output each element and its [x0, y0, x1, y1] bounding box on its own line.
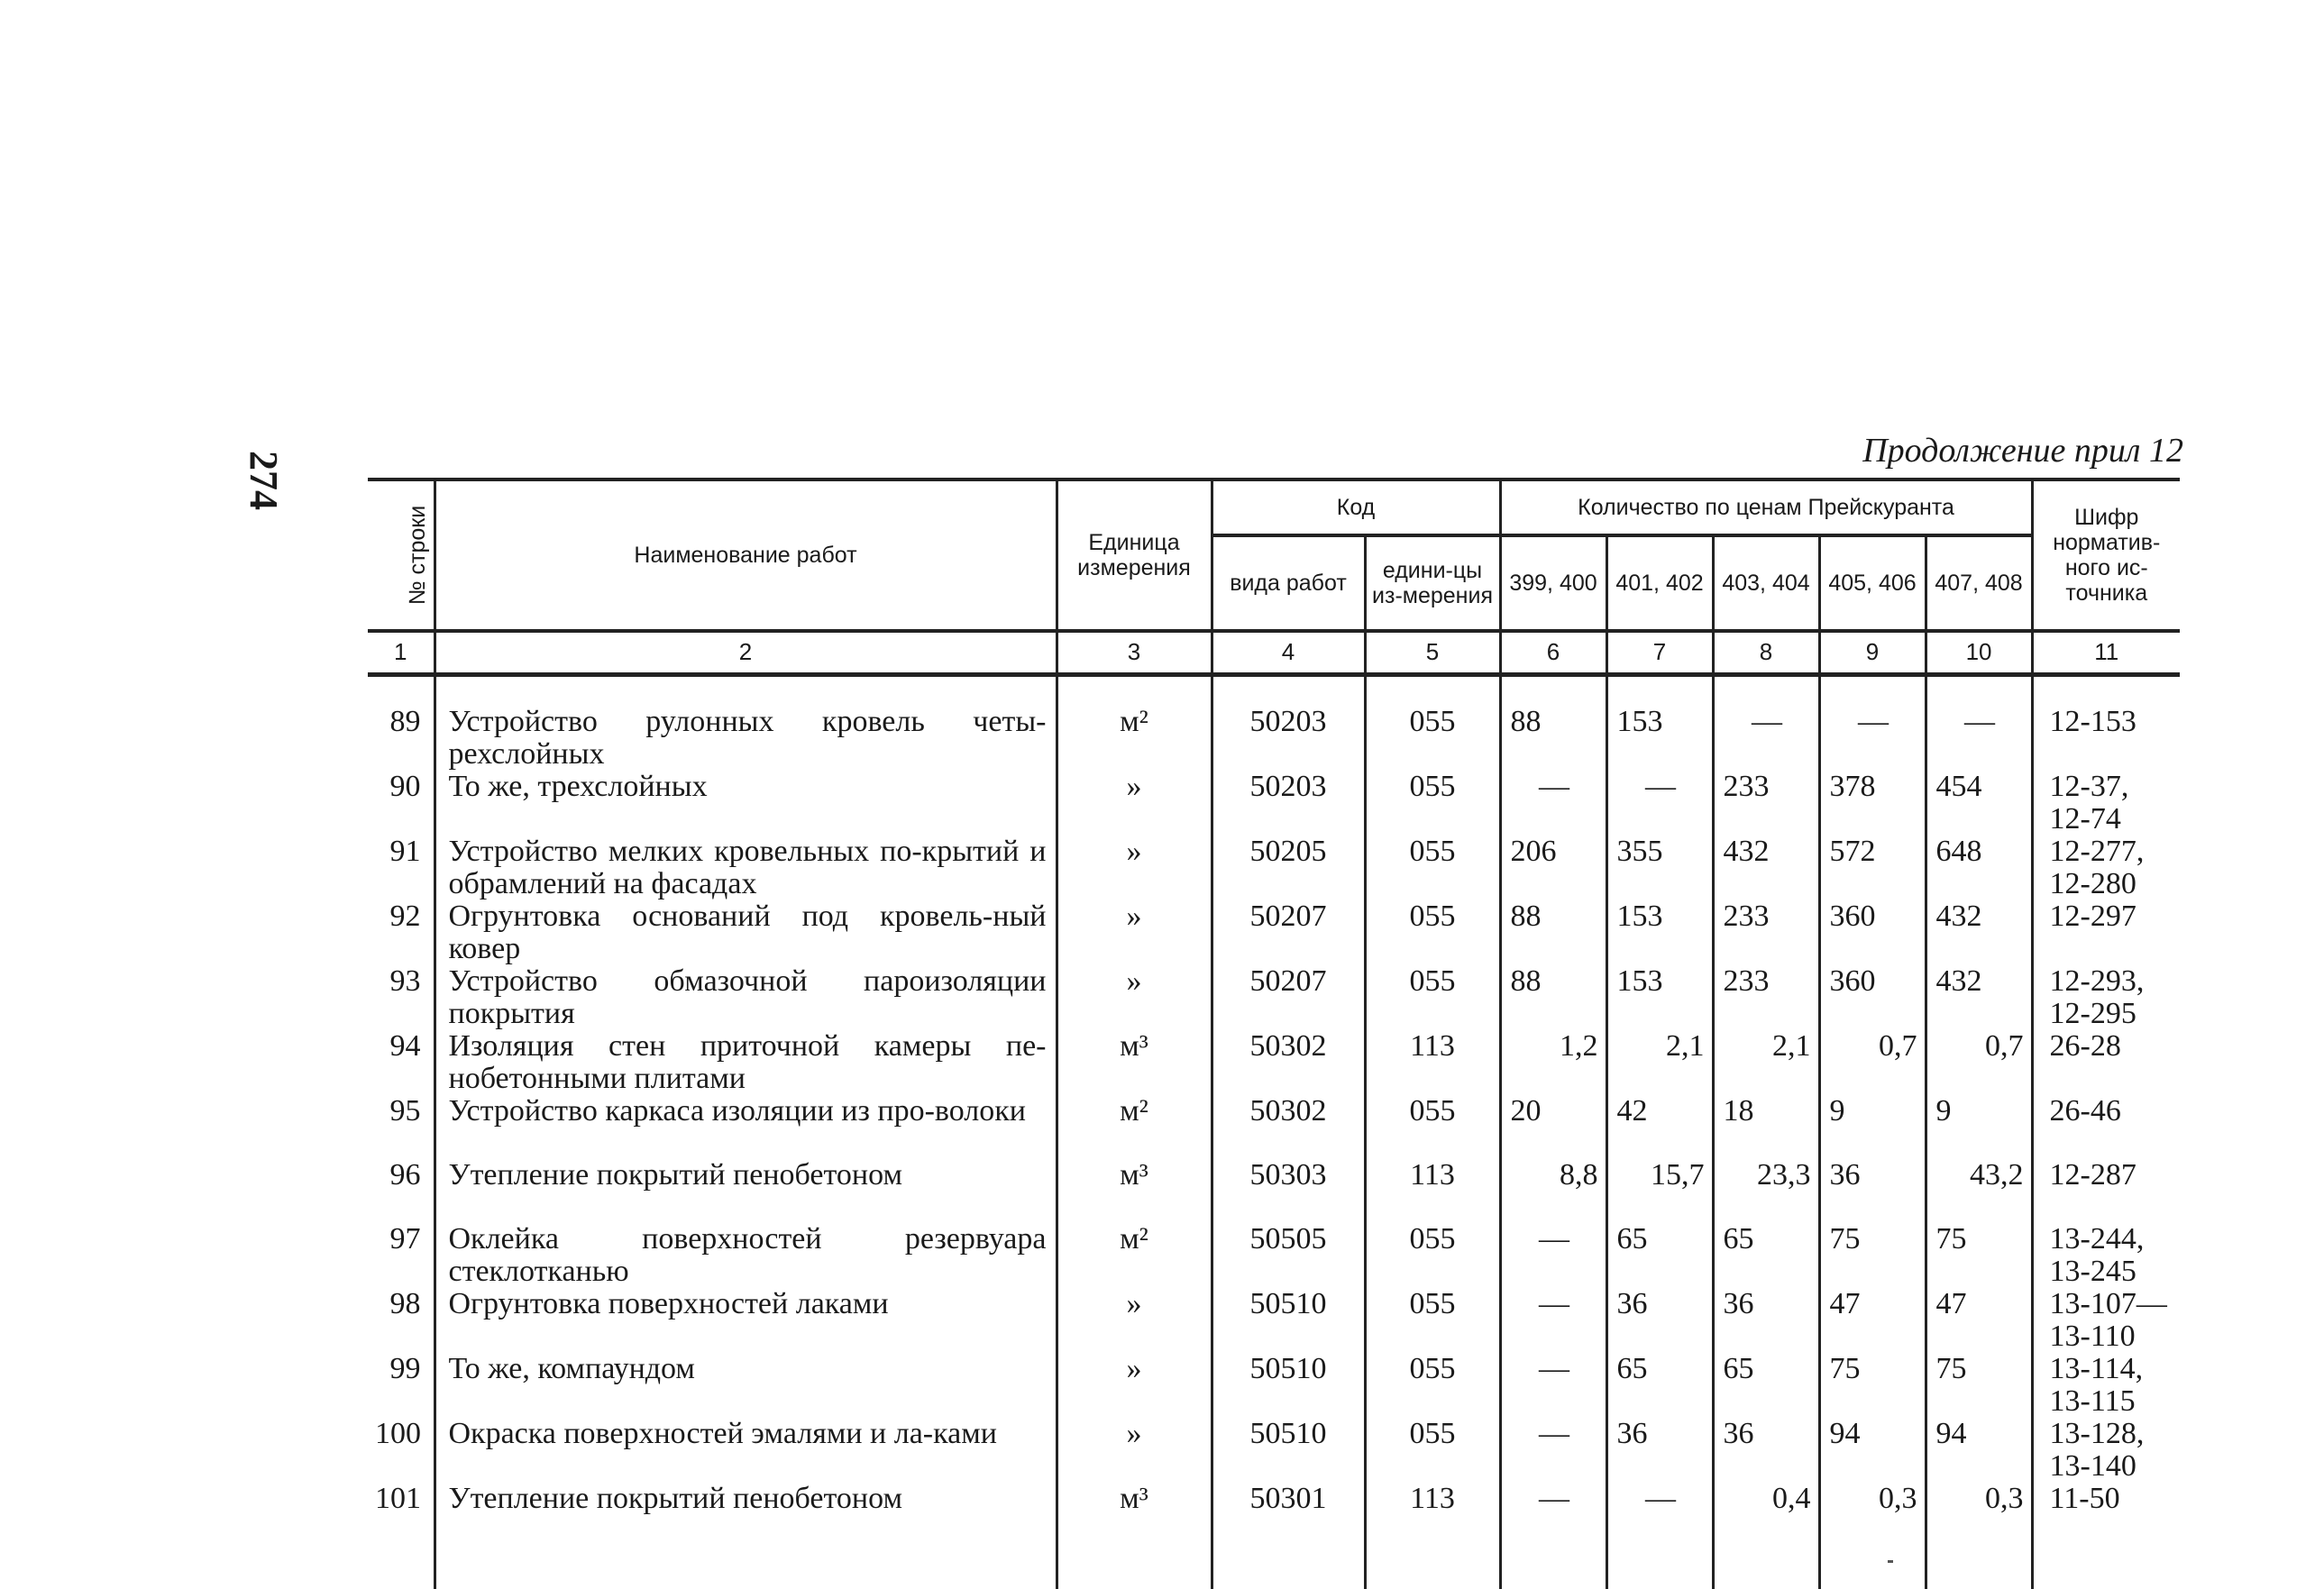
work-name: Изоляция стен приточной камеры пе-нобетонными плитами: [435, 1030, 1057, 1095]
work-code: 50302: [1212, 1030, 1365, 1095]
column-number: 11: [2032, 631, 2180, 675]
quantity-cell: —: [1713, 675, 1819, 772]
table-row: [368, 1288, 2180, 1353]
scan-speck: [1888, 1560, 1893, 1563]
column-number: 3: [1057, 631, 1212, 675]
column-number: 1: [368, 631, 435, 675]
work-name: Устройство мелких кровельных по-крытий и обрамлений на фасадах: [435, 836, 1057, 900]
table-row: [368, 900, 2180, 965]
unit: »: [1057, 836, 1212, 900]
continuation-label: Продолжение прил 12: [1862, 432, 2183, 470]
source-code: 13-114, 13-115: [2032, 1353, 2180, 1418]
quantity-cell: 0,7: [1926, 1030, 2032, 1095]
table-row: [368, 836, 2180, 900]
unit-code: 113: [1365, 1030, 1500, 1095]
quantity-cell: —: [1500, 1483, 1606, 1589]
quantity-cell: 88: [1500, 675, 1606, 772]
quantity-cell: 206: [1500, 836, 1606, 900]
header-code-unit: едини-цы из-мерения: [1365, 535, 1500, 631]
quantity-cell: 18: [1713, 1095, 1819, 1159]
unit-code: 055: [1365, 1353, 1500, 1418]
work-name: Окраска поверхностей эмалями и ла-ками: [435, 1418, 1057, 1483]
quantity-cell: 65: [1713, 1223, 1819, 1288]
quantity-cell: 0,3: [1819, 1483, 1926, 1589]
work-code: 50301: [1212, 1483, 1365, 1589]
quantity-cell: 36: [1713, 1418, 1819, 1483]
quantity-cell: 94: [1819, 1418, 1926, 1483]
quantity-cell: 454: [1926, 771, 2032, 836]
table-body: [368, 675, 2180, 1589]
quantity-cell: —: [1500, 1353, 1606, 1418]
work-name: Устройство рулонных кровель четы-рехслойных: [435, 675, 1057, 772]
row-number: 92: [368, 900, 435, 965]
row-number: 97: [368, 1223, 435, 1288]
source-code: 11-50: [2032, 1483, 2180, 1589]
source-code: 13-107— 13-110: [2032, 1288, 2180, 1353]
work-name: То же, компаундом: [435, 1353, 1057, 1418]
unit-code: 055: [1365, 771, 1500, 836]
quantity-cell: 153: [1606, 900, 1713, 965]
header-qty-405-406: 405, 406: [1819, 535, 1926, 631]
header-qty-403-404: 403, 404: [1713, 535, 1819, 631]
quantity-cell: 65: [1713, 1353, 1819, 1418]
works-table-container: [368, 478, 2180, 1589]
work-name: То же, трехслойных: [435, 771, 1057, 836]
quantity-cell: 572: [1819, 836, 1926, 900]
quantity-cell: —: [1500, 1288, 1606, 1353]
quantity-cell: 360: [1819, 965, 1926, 1030]
header-qty-399-400: 399, 400: [1500, 535, 1606, 631]
table-row: [368, 965, 2180, 1030]
quantity-cell: 47: [1926, 1288, 2032, 1353]
table-row: [368, 1483, 2180, 1589]
unit-code: 055: [1365, 1223, 1500, 1288]
quantity-cell: 23,3: [1713, 1159, 1819, 1223]
row-number: 101: [368, 1483, 435, 1589]
column-number: 7: [1606, 631, 1713, 675]
quantity-cell: 36: [1606, 1418, 1713, 1483]
work-code: 50510: [1212, 1353, 1365, 1418]
quantity-cell: 2,1: [1713, 1030, 1819, 1095]
work-name: Устройство каркаса изоляции из про-волоки: [435, 1095, 1057, 1159]
work-name: Огрунтовка оснований под кровель-ный ковер: [435, 900, 1057, 965]
unit: »: [1057, 965, 1212, 1030]
quantity-cell: —: [1606, 771, 1713, 836]
quantity-cell: 233: [1713, 965, 1819, 1030]
source-code: 13-244, 13-245: [2032, 1223, 2180, 1288]
quantity-cell: 75: [1926, 1223, 2032, 1288]
unit: м³: [1057, 1159, 1212, 1223]
column-number: 4: [1212, 631, 1365, 675]
quantity-cell: 88: [1500, 900, 1606, 965]
work-code: 50510: [1212, 1288, 1365, 1353]
source-code: 12-153: [2032, 675, 2180, 772]
unit-code: 055: [1365, 900, 1500, 965]
row-number: 98: [368, 1288, 435, 1353]
quantity-cell: —: [1606, 1483, 1713, 1589]
work-code: 50207: [1212, 900, 1365, 965]
quantity-cell: 1,2: [1500, 1030, 1606, 1095]
header-qty-407-408: 407, 408: [1926, 535, 2032, 631]
work-name: Утепление покрытий пенобетоном: [435, 1483, 1057, 1589]
column-number: 2: [435, 631, 1057, 675]
quantity-cell: 65: [1606, 1223, 1713, 1288]
quantity-cell: 2,1: [1606, 1030, 1713, 1095]
work-code: 50510: [1212, 1418, 1365, 1483]
header-quantity: Количество по ценам Прейскуранта: [1500, 479, 2032, 535]
work-name: Оклейка поверхностей резервуара стеклотканью: [435, 1223, 1057, 1288]
column-number: 9: [1819, 631, 1926, 675]
row-number: 96: [368, 1159, 435, 1223]
header-code-work: вида работ: [1212, 535, 1365, 631]
quantity-cell: 153: [1606, 675, 1713, 772]
unit: м³: [1057, 1483, 1212, 1589]
quantity-cell: 355: [1606, 836, 1713, 900]
quantity-cell: 36: [1606, 1288, 1713, 1353]
work-name: Огрунтовка поверхностей лаками: [435, 1288, 1057, 1353]
unit: м²: [1057, 1095, 1212, 1159]
header-work-name: Наименование работ: [435, 479, 1057, 631]
unit-code: 055: [1365, 1288, 1500, 1353]
work-code: 50505: [1212, 1223, 1365, 1288]
quantity-cell: 233: [1713, 900, 1819, 965]
quantity-cell: 20: [1500, 1095, 1606, 1159]
table-row: [368, 1418, 2180, 1483]
quantity-cell: 0,7: [1819, 1030, 1926, 1095]
quantity-cell: 88: [1500, 965, 1606, 1030]
unit: »: [1057, 900, 1212, 965]
quantity-cell: 15,7: [1606, 1159, 1713, 1223]
table-row: [368, 1095, 2180, 1159]
header-row-number: № строки: [368, 479, 435, 631]
quantity-cell: 360: [1819, 900, 1926, 965]
unit-code: 055: [1365, 836, 1500, 900]
unit: м²: [1057, 1223, 1212, 1288]
quantity-cell: 8,8: [1500, 1159, 1606, 1223]
row-number: 95: [368, 1095, 435, 1159]
source-code: 12-287: [2032, 1159, 2180, 1223]
source-code: 13-128, 13-140: [2032, 1418, 2180, 1483]
unit-code: 113: [1365, 1159, 1500, 1223]
row-number: 99: [368, 1353, 435, 1418]
row-number: 93: [368, 965, 435, 1030]
quantity-cell: 9: [1926, 1095, 2032, 1159]
table-row: [368, 1223, 2180, 1288]
quantity-cell: 42: [1606, 1095, 1713, 1159]
quantity-cell: 0,4: [1713, 1483, 1819, 1589]
unit-code: 055: [1365, 675, 1500, 772]
row-number: 94: [368, 1030, 435, 1095]
unit: »: [1057, 1353, 1212, 1418]
column-number: 8: [1713, 631, 1819, 675]
column-number: 6: [1500, 631, 1606, 675]
quantity-cell: 43,2: [1926, 1159, 2032, 1223]
unit: м²: [1057, 675, 1212, 772]
unit-code: 055: [1365, 965, 1500, 1030]
unit: м³: [1057, 1030, 1212, 1095]
quantity-cell: 432: [1926, 900, 2032, 965]
quantity-cell: —: [1819, 675, 1926, 772]
unit: »: [1057, 1418, 1212, 1483]
quantity-cell: 36: [1819, 1159, 1926, 1223]
header-qty-401-402: 401, 402: [1606, 535, 1713, 631]
unit-code: 055: [1365, 1095, 1500, 1159]
header-code: Код: [1212, 479, 1500, 535]
work-code: 50203: [1212, 771, 1365, 836]
work-name: Утепление покрытий пенобетоном: [435, 1159, 1057, 1223]
unit: »: [1057, 1288, 1212, 1353]
work-code: 50302: [1212, 1095, 1365, 1159]
quantity-cell: 0,3: [1926, 1483, 2032, 1589]
table-row: [368, 1030, 2180, 1095]
source-code: 12-297: [2032, 900, 2180, 965]
quantity-cell: 65: [1606, 1353, 1713, 1418]
page-number: 274: [242, 451, 286, 510]
table-header: [368, 479, 2180, 675]
work-code: 50203: [1212, 675, 1365, 772]
source-code: 12-277, 12-280: [2032, 836, 2180, 900]
table-row: [368, 771, 2180, 836]
column-numbers-row: [368, 631, 2180, 675]
column-number: 5: [1365, 631, 1500, 675]
unit: »: [1057, 771, 1212, 836]
column-number: 10: [1926, 631, 2032, 675]
work-code: 50205: [1212, 836, 1365, 900]
quantity-cell: 94: [1926, 1418, 2032, 1483]
quantity-cell: —: [1500, 771, 1606, 836]
unit-code: 055: [1365, 1418, 1500, 1483]
quantity-cell: 75: [1819, 1223, 1926, 1288]
table-row: [368, 1353, 2180, 1418]
quantity-cell: 233: [1713, 771, 1819, 836]
quantity-cell: 9: [1819, 1095, 1926, 1159]
row-number: 91: [368, 836, 435, 900]
source-code: 26-46: [2032, 1095, 2180, 1159]
table-row: [368, 675, 2180, 772]
quantity-cell: 75: [1819, 1353, 1926, 1418]
quantity-cell: —: [1926, 675, 2032, 772]
quantity-cell: 36: [1713, 1288, 1819, 1353]
work-name: Устройство обмазочной пароизоляции покрытия: [435, 965, 1057, 1030]
source-code: 12-37, 12-74: [2032, 771, 2180, 836]
row-number: 90: [368, 771, 435, 836]
quantity-cell: 75: [1926, 1353, 2032, 1418]
works-table: [368, 478, 2180, 1589]
quantity-cell: 153: [1606, 965, 1713, 1030]
source-code: 26-28: [2032, 1030, 2180, 1095]
quantity-cell: —: [1500, 1418, 1606, 1483]
quantity-cell: 648: [1926, 836, 2032, 900]
quantity-cell: —: [1500, 1223, 1606, 1288]
row-number: 100: [368, 1418, 435, 1483]
work-code: 50207: [1212, 965, 1365, 1030]
quantity-cell: 432: [1926, 965, 2032, 1030]
row-number: 89: [368, 675, 435, 772]
unit-code: 113: [1365, 1483, 1500, 1589]
work-code: 50303: [1212, 1159, 1365, 1223]
header-unit: Единица измерения: [1057, 479, 1212, 631]
quantity-cell: 47: [1819, 1288, 1926, 1353]
header-source: Шифр норматив-ного ис-точника: [2032, 479, 2180, 631]
quantity-cell: 432: [1713, 836, 1819, 900]
quantity-cell: 378: [1819, 771, 1926, 836]
source-code: 12-293, 12-295: [2032, 965, 2180, 1030]
table-row: [368, 1159, 2180, 1223]
